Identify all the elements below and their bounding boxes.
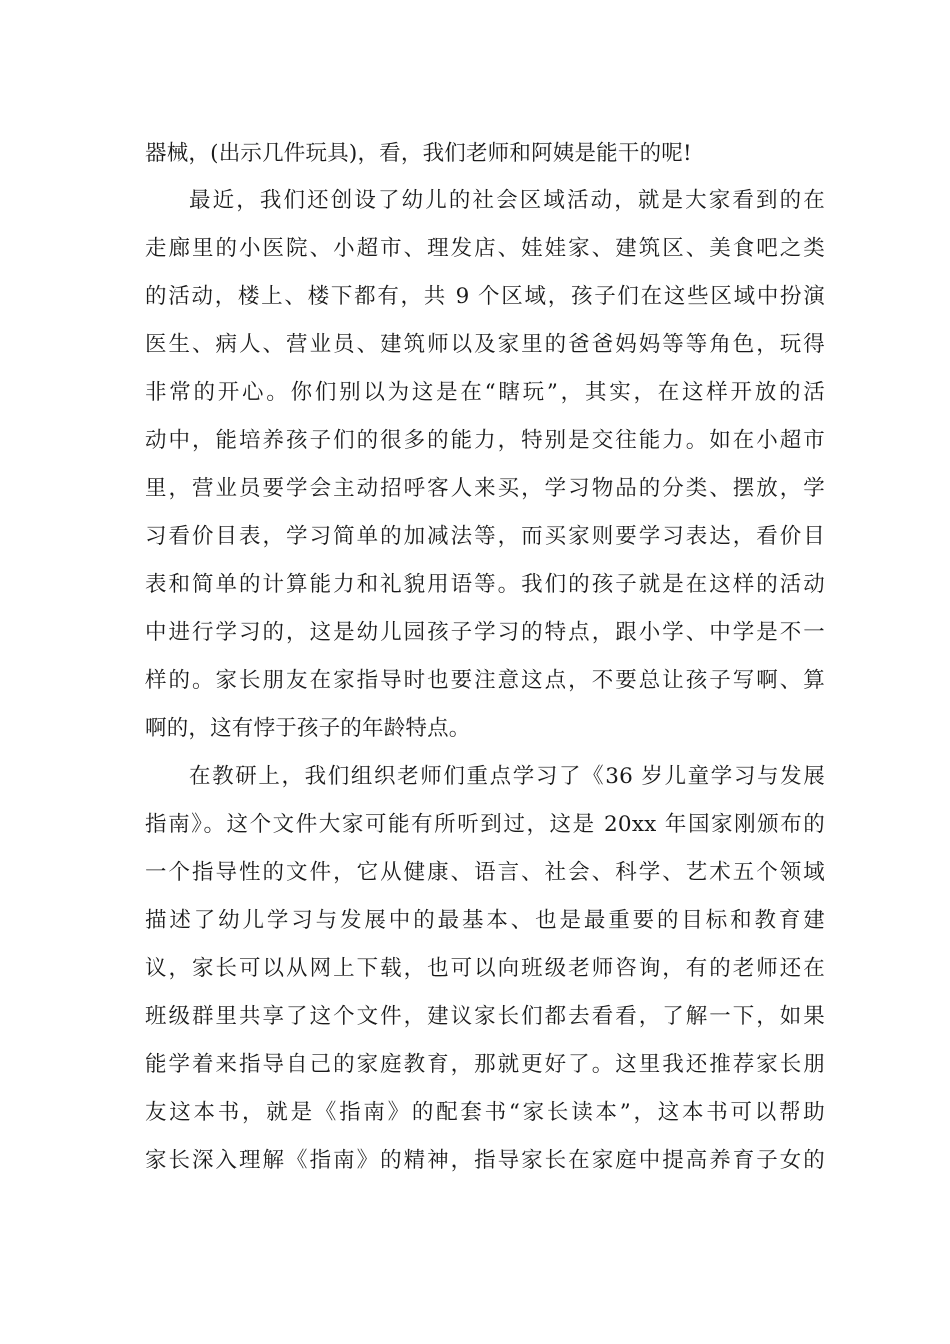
text-line: 中进行学习的，这是幼儿园孩子学习的特点，跟小学、中学是不一 [145, 620, 825, 645]
text-line: 里，营业员要学会主动招呼客人来买，学习物品的分类、摆放，学 [145, 476, 825, 501]
text-line: 家长深入理解《指南》的精神，指导家长在家庭中提高养育子女的 [145, 1148, 825, 1173]
text-line: 议，家长可以从网上下载，也可以向班级老师咨询，有的老师还在 [145, 956, 825, 981]
text-line: 描述了幼儿学习与发展中的最基本、也是最重要的目标和教育建 [145, 908, 825, 933]
text-line: 友这本书，就是《指南》的配套书“家长读本”，这本书可以帮助 [145, 1100, 825, 1125]
text-line: 啊的，这有悖于孩子的年龄特点。 [145, 716, 471, 741]
text-line: 动中，能培养孩子们的很多的能力，特别是交往能力。如在小超市 [145, 428, 825, 453]
text-line: 走廊里的小医院、小超市、理发店、娃娃家、建筑区、美食吧之类 [145, 236, 825, 261]
text-line: 非常的开心。你们别以为这是在“瞎玩”，其实，在这样开放的活 [145, 380, 825, 405]
paragraph-first-line: 最近，我们还创设了幼儿的社会区域活动，就是大家看到的在 [189, 188, 825, 213]
text-line: 器械，(出示几件玩具)，看，我们老师和阿姨是能干的呢! [145, 141, 692, 166]
text-line: 表和简单的计算能力和礼貌用语等。我们的孩子就是在这样的活动 [145, 572, 825, 597]
text-line: 习看价目表，学习简单的加减法等，而买家则要学习表达，看价目 [145, 524, 825, 549]
text-line: 指南》。这个文件大家可能有所听到过，这是 20xx 年国家刚颁布的 [145, 812, 825, 837]
text-line: 样的。家长朋友在家指导时也要注意这点，不要总让孩子写啊、算 [145, 668, 825, 693]
paragraph-first-line: 在教研上，我们组织老师们重点学习了《36 岁儿童学习与发展 [189, 764, 825, 789]
text-line: 班级群里共享了这个文件，建议家长们都去看看，了解一下，如果 [145, 1004, 825, 1029]
text-line: 的活动，楼上、楼下都有，共 9 个区域，孩子们在这些区域中扮演 [145, 284, 825, 309]
text-line: 医生、病人、营业员、建筑师以及家里的爸爸妈妈等等角色，玩得 [145, 332, 825, 357]
text-line: 一个指导性的文件，它从健康、语言、社会、科学、艺术五个领域 [145, 860, 825, 885]
text-line: 能学着来指导自己的家庭教育，那就更好了。这里我还推荐家长朋 [145, 1052, 825, 1077]
